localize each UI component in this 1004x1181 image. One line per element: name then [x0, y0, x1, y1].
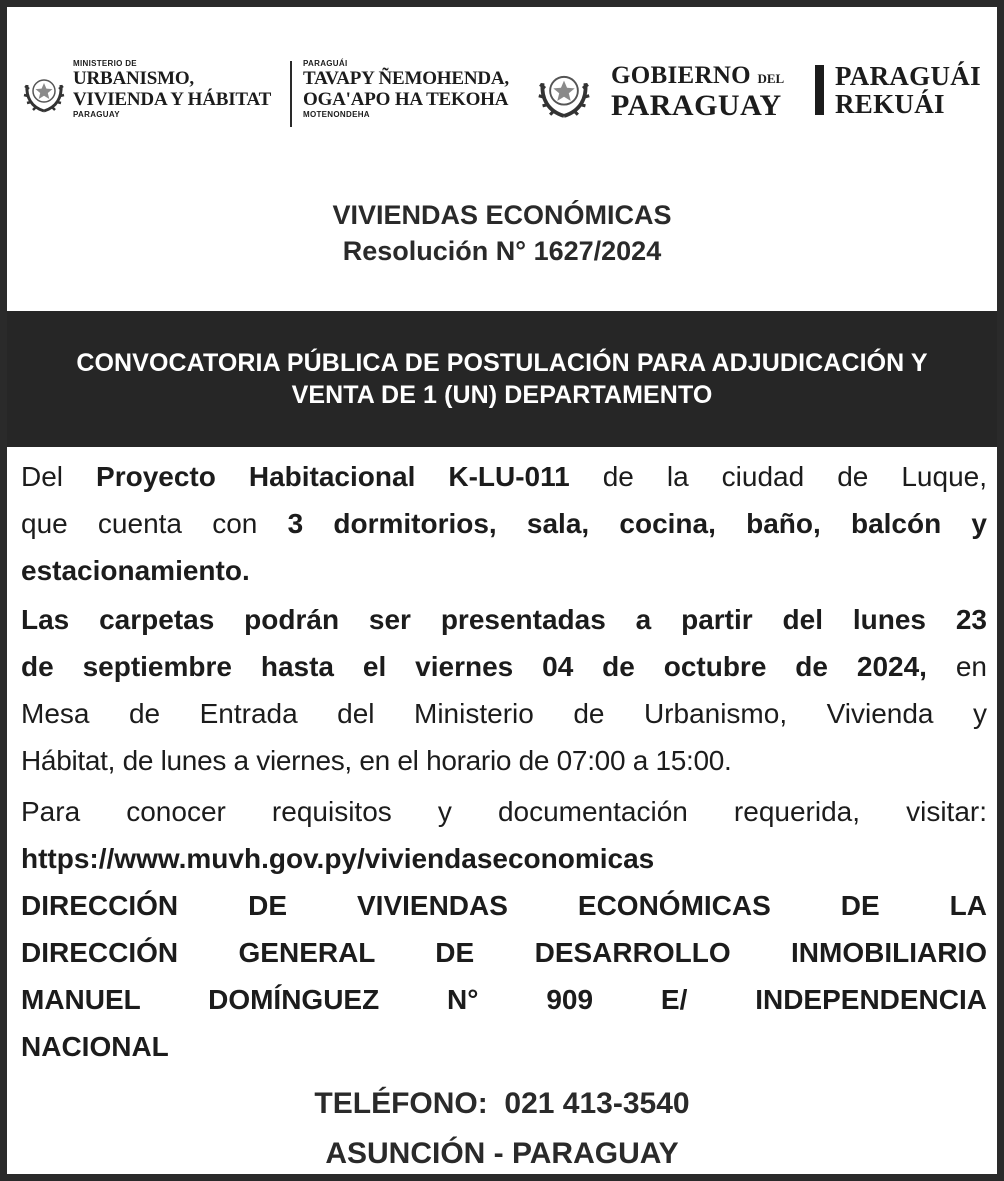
rekuai-word: REKUÁI: [835, 89, 945, 119]
body-line: [21, 737, 987, 784]
text-span: Para conocer requisitos y documentación requerida, visitar:: [21, 796, 987, 827]
body-line: [21, 500, 987, 547]
gobierno-bar: [815, 65, 824, 115]
guarani-logo-text: [303, 59, 509, 119]
body-line: [21, 835, 987, 882]
text-span: Del: [21, 461, 97, 492]
features-text: 3 dormitorios, sala, cocina, baño, balcón y: [287, 508, 987, 539]
body-line: [21, 643, 987, 690]
address-line: MANUEL DOMÍNGUEZ N° 909 E/ INDEPENDENCIA: [21, 984, 987, 1015]
guarani-line-2: OGA'APO HA TEKOHA: [303, 89, 509, 110]
dates-text: Las carpetas podrán ser presentadas a partir del lunes 23: [21, 604, 987, 635]
address-line: NACIONAL: [21, 1031, 169, 1062]
ministry-line-2: VIVIENDA Y HÁBITAT: [73, 89, 272, 110]
header-logos: [17, 55, 997, 135]
guarani-small-top: PARAGUÁI: [303, 59, 348, 68]
dates-text: de septiembre hasta el viernes 04 de octubre de 2024,: [21, 651, 927, 682]
ministry-logo-text: [73, 59, 271, 119]
document-title: [7, 197, 997, 269]
body-line: [21, 547, 987, 594]
national-seal-icon: [537, 63, 591, 121]
text-span: Mesa de Entrada del Ministerio de Urbanismo, Vivienda y: [21, 698, 987, 729]
ministry-small-top: MINISTERIO DE: [73, 59, 137, 68]
website-link[interactable]: https://www.muvh.gov.py/viviendaseconomicas: [21, 843, 655, 874]
text-span: que cuenta con: [21, 508, 288, 539]
guarani-line-1: TAVAPY ÑEMOHENDA,: [303, 68, 509, 89]
text-span: en: [926, 651, 987, 682]
title-line-1: VIVIENDAS ECONÓMICAS: [332, 200, 672, 230]
banner-line-1: CONVOCATORIA PÚBLICA DE POSTULACIÓN PARA ADJUDICACIÓN Y: [76, 349, 928, 377]
logo-divider: [290, 61, 292, 127]
project-name: Proyecto Habitacional K-LU-011: [96, 461, 570, 492]
gobierno-word: GOBIERNO: [611, 62, 751, 89]
paraguai-word: PARAGUÁI: [835, 61, 981, 91]
guarani-small-bottom: MOTENONDEHA: [303, 110, 370, 119]
body-line: [21, 788, 987, 835]
banner-line-2: VENTA DE 1 (UN) DEPARTAMENTO: [291, 381, 713, 409]
body-line: [21, 690, 987, 737]
gobierno-line-2: PARAGUAY: [611, 89, 782, 122]
body-line: [21, 453, 987, 500]
gobierno-logo-text: [611, 63, 784, 121]
title-line-2: Resolución N° 1627/2024: [342, 236, 662, 266]
del-word: DEL: [757, 71, 785, 86]
address-line: DIRECCIÓN DE VIVIENDAS ECONÓMICAS DE LA: [21, 890, 987, 921]
text-span: de la ciudad de Luque,: [569, 461, 987, 492]
features-text: estacionamiento.: [21, 555, 250, 586]
announcement-body: [21, 453, 987, 1070]
national-seal-icon: [23, 69, 65, 115]
body-line: [21, 596, 987, 643]
rekuai-logo-text: [835, 63, 981, 118]
phone-number: TELÉFONO: 021 413-3540: [314, 1087, 690, 1120]
ministry-small-bottom: PARAGUAY: [73, 110, 120, 119]
gobierno-line-1: [611, 63, 784, 91]
ministry-line-1: URBANISMO,: [73, 68, 194, 89]
call-banner: [7, 311, 997, 447]
city-line: ASUNCIÓN - PARAGUAY: [325, 1137, 679, 1170]
address-line: DIRECCIÓN GENERAL DE DESARROLLO INMOBILIARIO: [21, 937, 987, 968]
schedule-text: Hábitat, de lunes a viernes, en el horario de 07:00 a 15:00.: [21, 745, 732, 776]
